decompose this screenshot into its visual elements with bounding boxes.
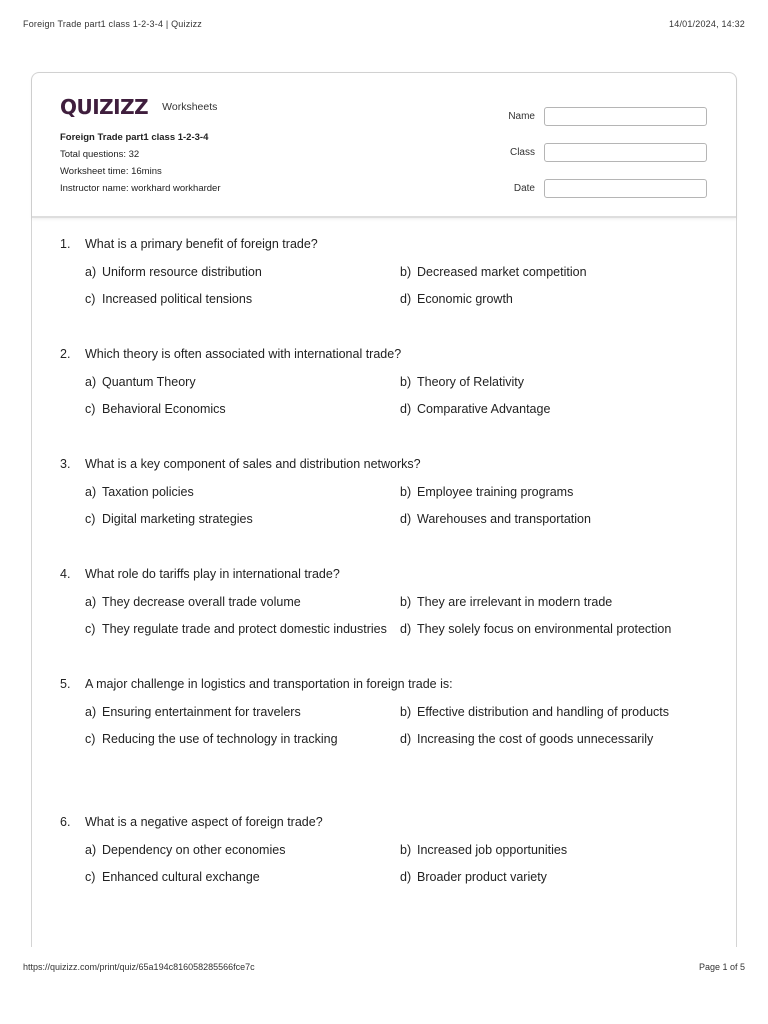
option-letter: c) xyxy=(85,402,96,416)
answer-option xyxy=(400,592,730,612)
option-letter: a) xyxy=(85,843,97,857)
answer-option xyxy=(85,509,400,529)
answer-option xyxy=(85,592,400,612)
option-text: Taxation policies xyxy=(102,485,194,499)
question-text: A major challenge in logistics and transportation in foreign trade is: xyxy=(85,677,453,691)
option-text: Broader product variety xyxy=(417,870,547,884)
answer-option xyxy=(400,619,730,639)
question-3 xyxy=(60,456,716,529)
question-text: What role do tariffs play in international trade? xyxy=(85,567,340,581)
answer-option xyxy=(400,372,730,392)
option-text: Decreased market competition xyxy=(417,265,587,279)
date-label: Date xyxy=(513,182,535,194)
option-letter: d) xyxy=(400,512,412,526)
option-letter: b) xyxy=(400,265,412,279)
option-letter: d) xyxy=(400,732,412,746)
option-text: Increased political tensions xyxy=(102,292,253,306)
name-field-row xyxy=(508,98,707,134)
option-letter: a) xyxy=(85,705,97,719)
answer-option xyxy=(85,840,400,860)
option-text: They solely focus on environmental protection xyxy=(417,622,672,636)
answer-options xyxy=(85,262,716,309)
option-letter: a) xyxy=(85,375,97,389)
option-text: Theory of Relativity xyxy=(417,375,524,389)
question-number: 2. xyxy=(60,347,71,361)
option-letter: a) xyxy=(85,485,97,499)
date-field[interactable] xyxy=(544,179,707,198)
question-5 xyxy=(60,676,716,749)
option-letter: c) xyxy=(85,622,96,636)
class-field[interactable] xyxy=(544,143,707,162)
option-letter: b) xyxy=(400,595,412,609)
answer-option xyxy=(400,867,730,887)
answer-option xyxy=(400,262,730,282)
question-number: 3. xyxy=(60,457,71,471)
question-text-row xyxy=(60,676,716,692)
option-text: Comparative Advantage xyxy=(417,402,551,416)
answer-option xyxy=(400,399,730,419)
question-6 xyxy=(60,814,716,887)
worksheet-time: Worksheet time: 16mins xyxy=(60,166,162,177)
option-text: Digital marketing strategies xyxy=(102,512,253,526)
option-text: Reducing the use of technology in tracking xyxy=(102,732,338,746)
option-text: They are irrelevant in modern trade xyxy=(417,595,613,609)
option-text: They regulate trade and protect domestic industries xyxy=(102,622,387,636)
print-footer-url: https://quizizz.com/print/quiz/65a194c816058285566fce7c xyxy=(23,962,255,972)
answer-option xyxy=(400,509,730,529)
option-text: Enhanced cultural exchange xyxy=(102,870,260,884)
answer-option xyxy=(400,702,730,722)
worksheet-meta xyxy=(60,129,221,197)
question-text-row xyxy=(60,456,716,472)
answer-option xyxy=(85,482,400,502)
answer-option xyxy=(85,867,400,887)
name-label: Name xyxy=(508,110,535,122)
print-footer xyxy=(23,962,745,972)
option-text: Ensuring entertainment for travelers xyxy=(102,705,301,719)
question-text-row xyxy=(60,566,716,582)
option-text: Effective distribution and handling of products xyxy=(417,705,670,719)
option-letter: d) xyxy=(400,292,412,306)
question-text: Which theory is often associated with international trade? xyxy=(85,347,402,361)
question-text-row xyxy=(60,814,716,830)
print-header-datetime: 14/01/2024, 14:32 xyxy=(669,19,745,29)
logo-row xyxy=(60,95,217,119)
worksheet xyxy=(31,72,737,947)
option-text: Increasing the cost of goods unnecessarily xyxy=(417,732,654,746)
option-letter: c) xyxy=(85,292,96,306)
question-number: 1. xyxy=(60,237,71,251)
quizizz-logo: QUIZIZZ xyxy=(60,95,149,119)
question-list xyxy=(60,236,716,887)
class-field-row xyxy=(508,134,707,170)
option-letter: b) xyxy=(400,375,412,389)
question-text: What is a key component of sales and distribution networks? xyxy=(85,457,421,471)
option-text: Dependency on other economies xyxy=(102,843,286,857)
worksheet-header xyxy=(32,73,736,218)
option-text: They decrease overall trade volume xyxy=(102,595,301,609)
date-field-row xyxy=(508,170,707,206)
option-letter: d) xyxy=(400,622,412,636)
quiz-title: Foreign Trade part1 class 1-2-3-4 xyxy=(60,132,209,143)
answer-options xyxy=(85,702,716,749)
option-letter: b) xyxy=(400,843,412,857)
option-text: Quantum Theory xyxy=(102,375,196,389)
name-field[interactable] xyxy=(544,107,707,126)
option-text: Behavioral Economics xyxy=(102,402,226,416)
answer-options xyxy=(85,372,716,419)
answer-option xyxy=(400,840,730,860)
answer-option xyxy=(400,289,730,309)
question-text-row xyxy=(60,346,716,362)
answer-option xyxy=(400,482,730,502)
total-questions: Total questions: 32 xyxy=(60,149,140,160)
answer-option xyxy=(85,619,400,639)
option-text: Increased job opportunities xyxy=(417,843,568,857)
student-fields xyxy=(508,98,707,206)
option-letter: c) xyxy=(85,870,96,884)
answer-option xyxy=(85,289,400,309)
option-letter: b) xyxy=(400,485,412,499)
answer-option xyxy=(85,729,400,749)
question-4 xyxy=(60,566,716,639)
answer-option xyxy=(400,729,730,749)
answer-option xyxy=(85,702,400,722)
question-2 xyxy=(60,346,716,419)
option-text: Employee training programs xyxy=(417,485,574,499)
class-label: Class xyxy=(509,146,535,158)
option-letter: d) xyxy=(400,870,412,884)
print-header-title: Foreign Trade part1 class 1-2-3-4 | Quizizz xyxy=(23,19,203,29)
question-number: 5. xyxy=(60,677,71,691)
option-text: Warehouses and transportation xyxy=(417,512,591,526)
question-number: 6. xyxy=(60,815,71,829)
answer-options xyxy=(85,592,716,639)
answer-option xyxy=(85,262,400,282)
question-number: 4. xyxy=(60,567,71,581)
question-text-row xyxy=(60,236,716,252)
answer-option xyxy=(85,399,400,419)
option-letter: c) xyxy=(85,512,96,526)
option-text: Economic growth xyxy=(417,292,513,306)
print-header xyxy=(23,19,745,29)
instructor-name: Instructor name: workhard workharder xyxy=(60,183,221,194)
answer-option xyxy=(85,372,400,392)
question-1 xyxy=(60,236,716,309)
option-letter: c) xyxy=(85,732,96,746)
answer-options xyxy=(85,482,716,529)
print-footer-page: Page 1 of 5 xyxy=(698,962,745,972)
option-letter: d) xyxy=(400,402,412,416)
option-letter: a) xyxy=(85,265,97,279)
option-letter: b) xyxy=(400,705,412,719)
answer-options xyxy=(85,840,716,887)
question-text: What is a primary benefit of foreign trade? xyxy=(85,237,318,251)
question-text: What is a negative aspect of foreign trade? xyxy=(85,815,323,829)
option-text: Uniform resource distribution xyxy=(102,265,262,279)
logo-subtitle: Worksheets xyxy=(162,101,218,113)
option-letter: a) xyxy=(85,595,97,609)
